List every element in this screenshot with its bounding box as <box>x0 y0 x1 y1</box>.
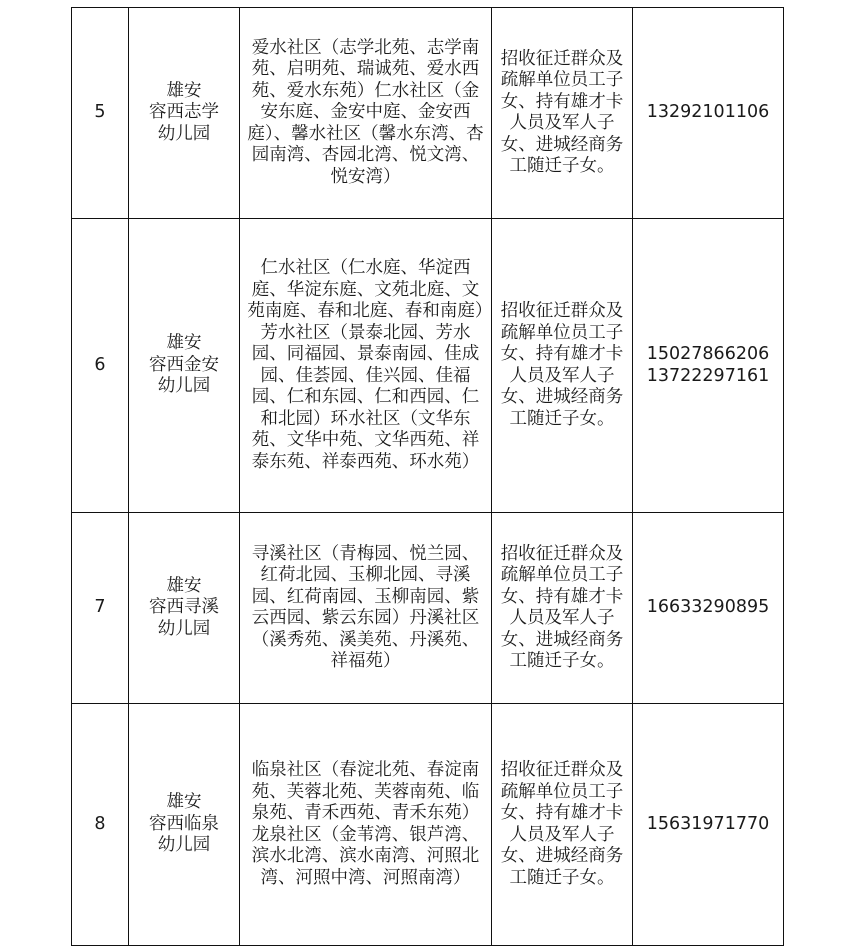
document-page <box>71 7 784 946</box>
kindergarten-enrollment-table <box>71 7 784 946</box>
service-area: 仁水社区（仁水庭、华淀西庭、华淀东庭、文苑北庭、文苑南庭、春和北庭、春和南庭）芳水社区（景泰北园、芳水园、同福园、景泰南园、佳成园、佳荟园、佳兴园、佳福园、仁和东园、仁和西园、仁和北园）环水社区（文华东苑、文华中苑、文华西苑、祥泰东苑、祥泰西苑、环水苑） <box>240 219 492 513</box>
contact-phone: 15027866206 13722297161 <box>633 219 784 513</box>
kindergarten-name: 雄安 容西金安 幼儿园 <box>129 219 240 513</box>
kindergarten-name: 雄安 容西临泉 幼儿园 <box>129 704 240 946</box>
row-number: 6 <box>72 219 129 513</box>
table-row <box>72 8 784 219</box>
row-number: 5 <box>72 8 129 219</box>
contact-phone: 15631971770 <box>633 704 784 946</box>
enrollment-target: 招收征迁群众及疏解单位员工子女、持有雄才卡人员及军人子女、进城经商务工随迁子女。 <box>492 219 633 513</box>
contact-phone: 13292101106 <box>633 8 784 219</box>
enrollment-target: 招收征迁群众及疏解单位员工子女、持有雄才卡人员及军人子女、进城经商务工随迁子女。 <box>492 8 633 219</box>
row-number: 8 <box>72 704 129 946</box>
contact-phone: 16633290895 <box>633 513 784 704</box>
service-area: 爱水社区（志学北苑、志学南苑、启明苑、瑞诚苑、爱水西苑、爱水东苑）仁水社区（金安东庭、金安中庭、金安西庭）、馨水社区（馨水东湾、杏园南湾、杏园北湾、悦文湾、悦安湾） <box>240 8 492 219</box>
kindergarten-name: 雄安 容西志学 幼儿园 <box>129 8 240 219</box>
enrollment-target: 招收征迁群众及疏解单位员工子女、持有雄才卡人员及军人子女、进城经商务工随迁子女。 <box>492 513 633 704</box>
service-area: 寻溪社区（青梅园、悦兰园、红荷北园、玉柳北园、寻溪园、红荷南园、玉柳南园、紫云西园、紫云东园）丹溪社区（溪秀苑、溪美苑、丹溪苑、祥福苑） <box>240 513 492 704</box>
enrollment-target: 招收征迁群众及疏解单位员工子女、持有雄才卡人员及军人子女、进城经商务工随迁子女。 <box>492 704 633 946</box>
service-area: 临泉社区（春淀北苑、春淀南苑、芙蓉北苑、芙蓉南苑、临泉苑、青禾西苑、青禾东苑）龙泉社区（金苇湾、银芦湾、滨水北湾、滨水南湾、河照北湾、河照中湾、河照南湾） <box>240 704 492 946</box>
row-number: 7 <box>72 513 129 704</box>
kindergarten-name: 雄安 容西寻溪 幼儿园 <box>129 513 240 704</box>
table-row <box>72 704 784 946</box>
table-row <box>72 219 784 513</box>
table-row <box>72 513 784 704</box>
